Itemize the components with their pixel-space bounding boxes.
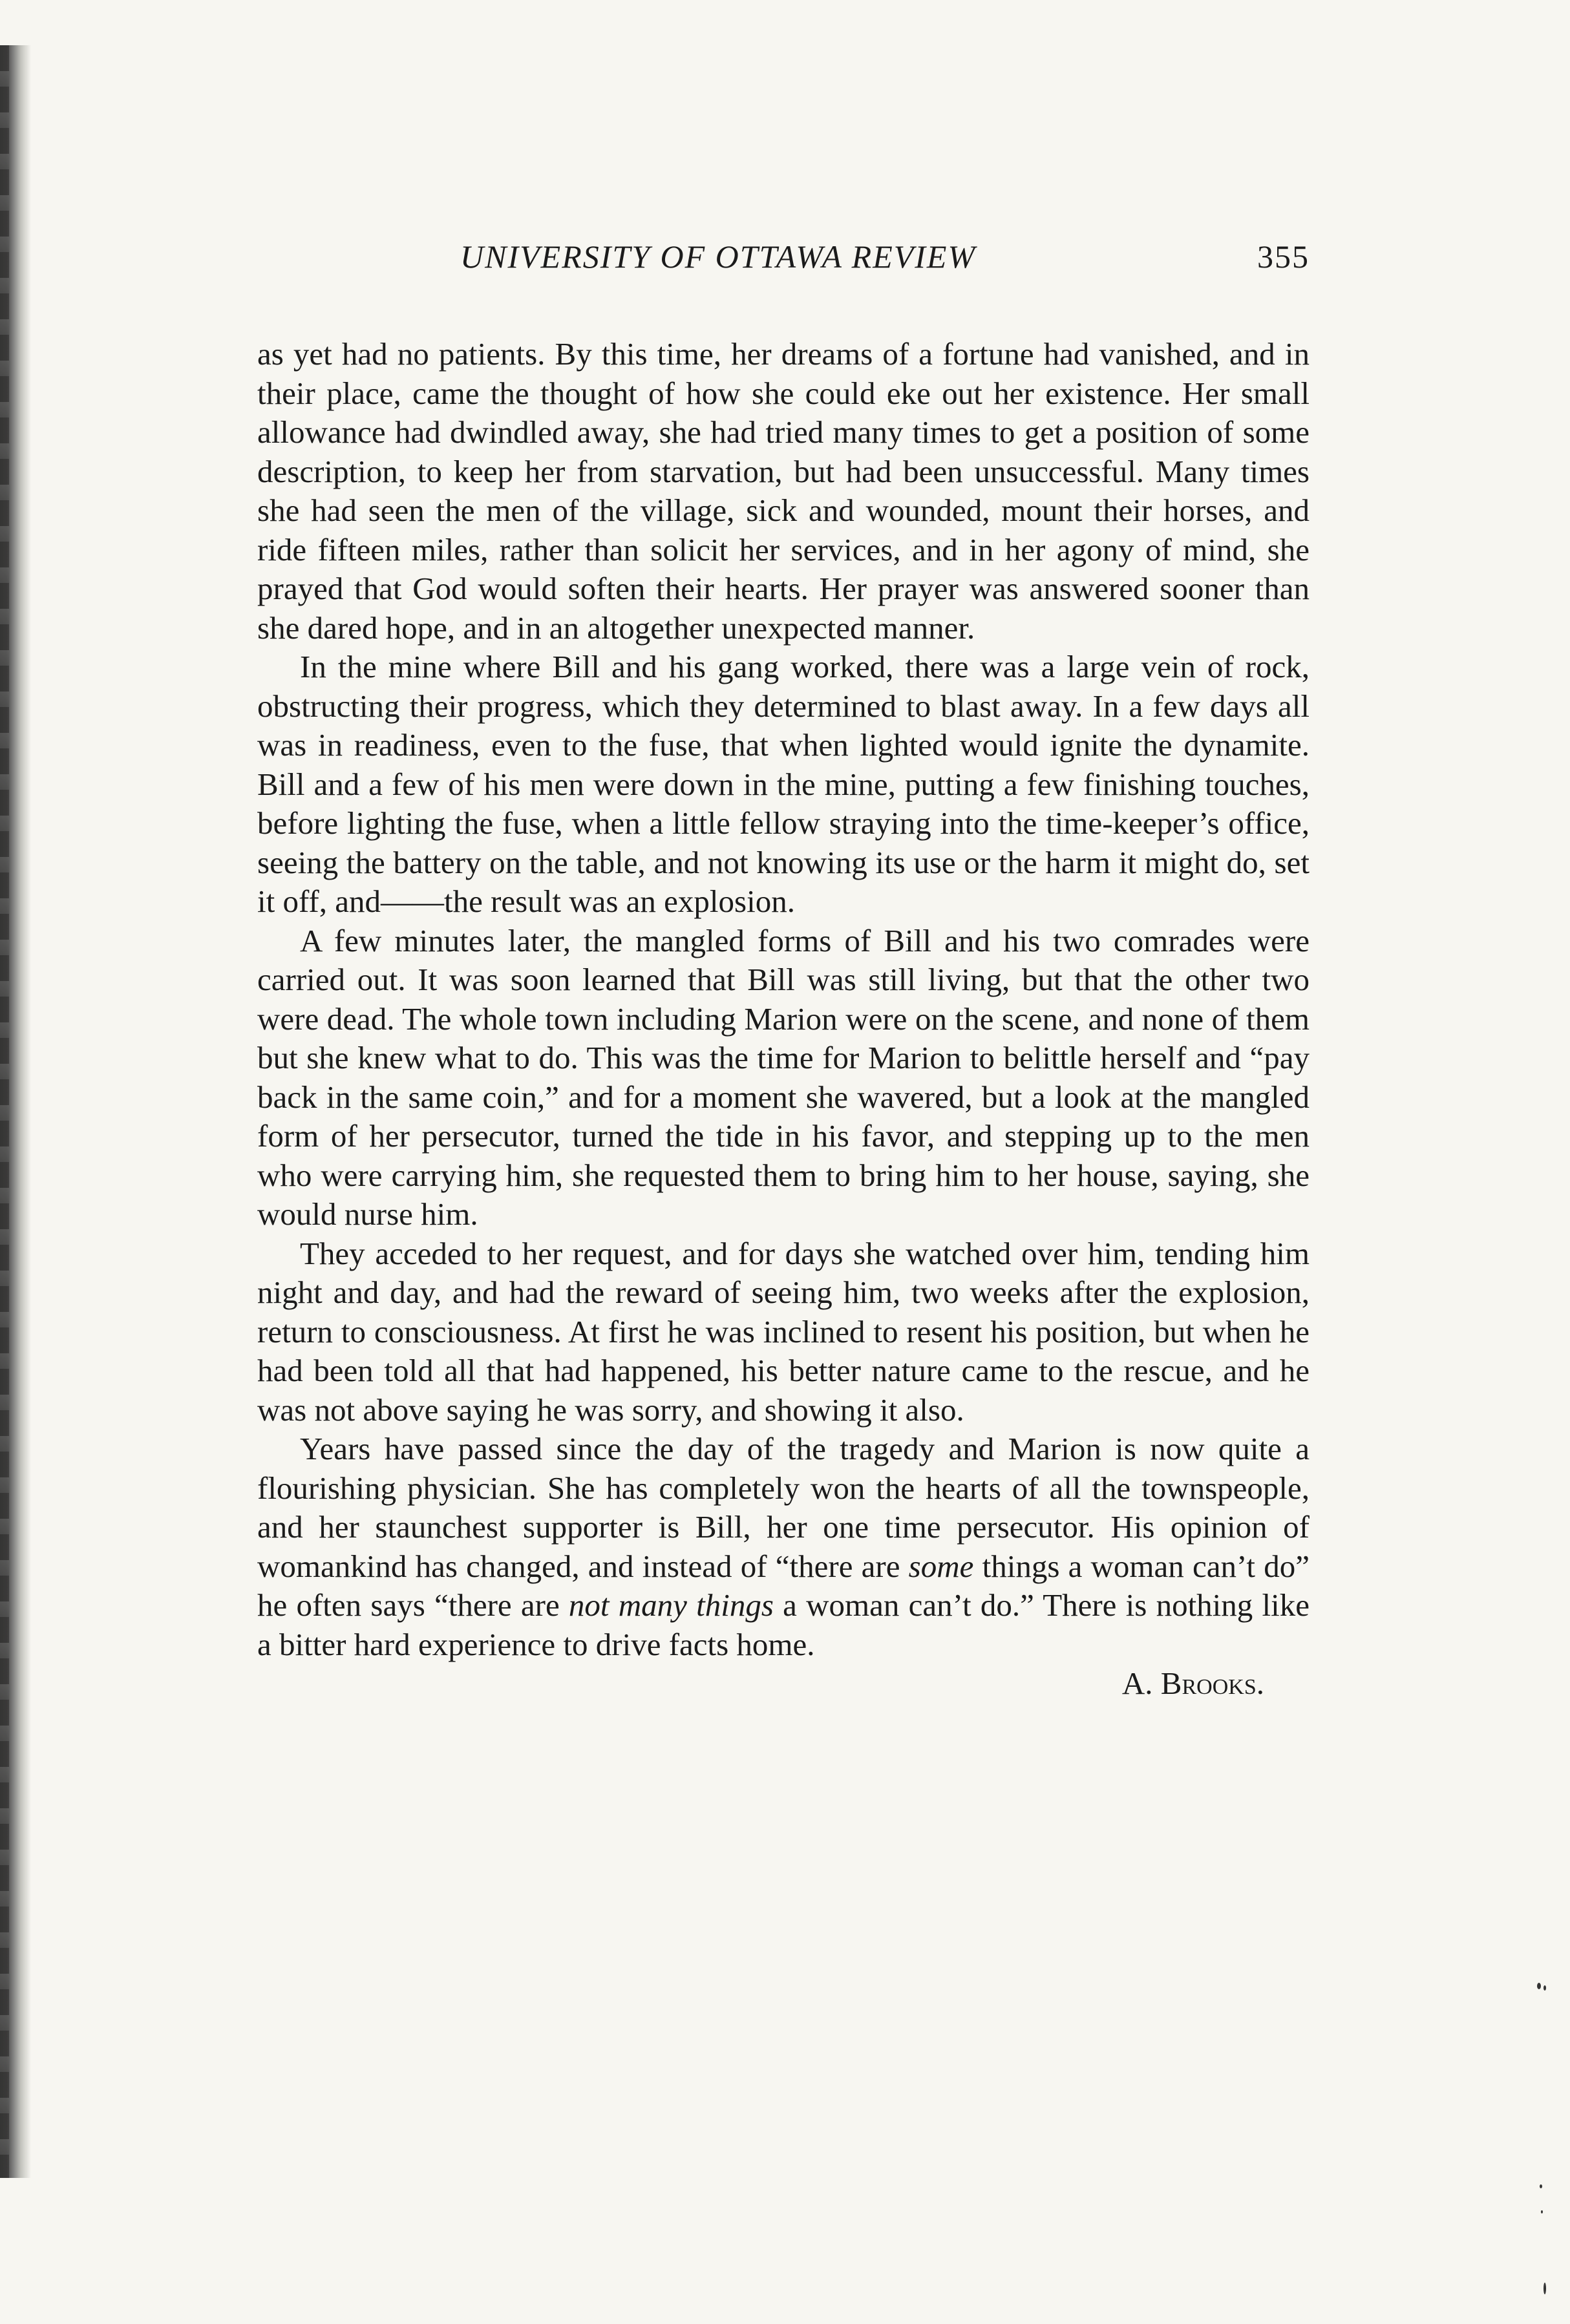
page-number: 355 (1257, 238, 1310, 275)
running-head (257, 238, 1310, 296)
text-run: They acceded to her request, and for days she watched over him, tending him night and day, and had the reward of seeing him, two weeks after the explosion, return to consciousness. At first he was inclined to resent his position, but when he had been told all that had happened, his better nature came to the rescue, and he was not above saying he was sorry, and showing it also. (257, 1235, 1310, 1428)
italic-run: some (908, 1548, 974, 1584)
italic-run: not many things (568, 1587, 774, 1623)
paragraph-5 (257, 1430, 1310, 1664)
scan-speck (1537, 1983, 1541, 1989)
scan-binding-edge (0, 45, 31, 2178)
text-run: A few minutes later, the mangled forms of Bill and his two comrades were carried out. It was soon learned that Bill was still living, but that the other two were dead. The whole town including Marion were on the scene, and none of them but she knew what to do. This was the time for Marion to belittle herself and “pay back in the same coin,” and for a moment she wavered, but a look at the mangled form of her persecutor, turned the tide in his favor, and stepping up to the men who were carrying him, she requested them to bring him to her house, saying, she would nurse him. (257, 922, 1310, 1232)
text-run: as yet had no patients. By this time, her dreams of a fortune had vanished, and in their place, came the thought of how she could eke out her existence. Her small allowance had dwindled away, she had tried many times to get a position of some description, to keep her from starvation, but had been unsuccessful. Many times she had seen the men of the village, sick and wounded, mount their horses, and ride fifteen miles, rather than solicit her services, and in her agony of mind, she prayed that God would soften their hearts. Her prayer was answered sooner than she dared hope, and in an altogether unexpected manner. (257, 336, 1310, 646)
paragraph-2 (257, 648, 1310, 922)
scan-speck (1543, 1985, 1546, 1991)
page (257, 238, 1310, 1703)
paragraph-1 (257, 335, 1310, 648)
scan-speck (1541, 2210, 1543, 2213)
running-title: UNIVERSITY OF OTTAWA REVIEW (460, 238, 977, 275)
text-run: Years have passed since the day of the tragedy and Marion is now quite a flourishing physician. She has completely won the hearts of all the townspeople, and her staunchest supporter is Bill, her one time persecutor. His opinion of womankind has changed, and instead of “there are (257, 1431, 1310, 1584)
text-run: In the mine where Bill and his gang worked, there was a large vein of rock, obstructing their progress, which they determined to blast away. In a few days all was in readiness, even to the fuse, that when lighted would ignite the dynamite. Bill and a few of his men were down in the mine, putting a few finishing touches, before lighting the fuse, when a little fellow straying into the time-keeper’s office, seeing the battery on the table, and not knowing its use or the harm it might do, set it off, and——the result was an explosion. (257, 649, 1310, 919)
text-run: a woman can’t do.” There is nothing like a bitter hard experience to drive facts home. (257, 1587, 1310, 1662)
text-run: things a woman can’t do” he often says “there are (257, 1548, 1310, 1623)
scan-speck (1540, 2184, 1542, 2188)
paragraph-4 (257, 1234, 1310, 1430)
paragraph-3 (257, 922, 1310, 1234)
article-body (257, 335, 1310, 1664)
scan-speck (1543, 2283, 1546, 2294)
author-signature: A. Brooks. (1121, 1665, 1264, 1701)
